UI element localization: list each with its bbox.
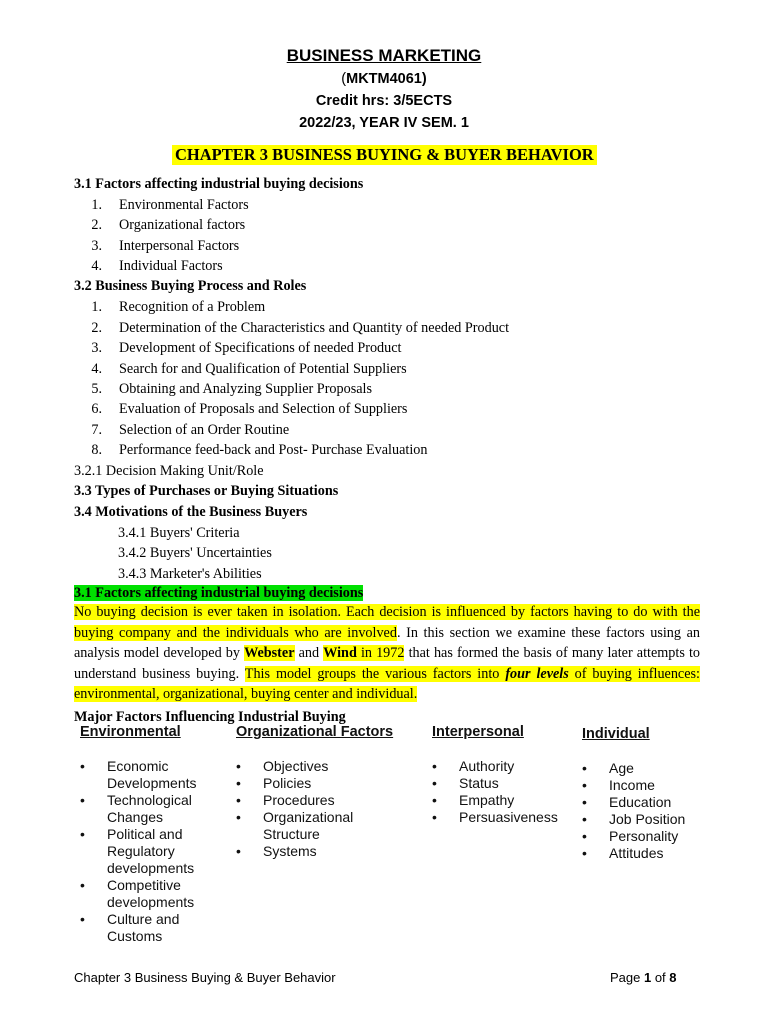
list-number: 1.	[91, 299, 102, 315]
list-text: Development of Specifications of needed Product	[119, 340, 402, 356]
column-organizational	[236, 724, 406, 860]
list-text: Performance feed-back and Post- Purchase Evaluation	[119, 442, 428, 458]
list-number: 4.	[91, 258, 102, 274]
section-heading	[74, 584, 363, 602]
list-text: Search for and Qualification of Potential Suppliers	[119, 361, 407, 377]
credit-hours	[0, 93, 768, 109]
column-interpersonal	[432, 724, 572, 826]
list-number: 4.	[91, 361, 102, 377]
column-individual	[582, 726, 712, 862]
outline-subsection: 3.4.2 Buyers' Uncertainties	[118, 545, 272, 561]
list-item: • Status	[432, 775, 572, 792]
list-number: 8.	[91, 442, 102, 458]
author-wind: Wind	[323, 645, 357, 662]
highlight-text: This model groups the various factors into	[244, 665, 506, 682]
column-heading: Organizational Factors	[236, 724, 394, 740]
column-environmental	[80, 724, 220, 945]
academic-year: 2022/23, YEAR IV SEM. 1	[299, 115, 469, 131]
column-heading: Individual	[582, 726, 650, 742]
body-text: that has formed the basis of many later attempts to understand business buying.	[74, 645, 700, 682]
list-item: • Organizational Structure	[236, 809, 383, 843]
page-label: Page	[610, 970, 644, 985]
list-item: • Competitive developments	[80, 877, 220, 911]
four-levels-text: four levels	[505, 665, 569, 682]
list-text: Interpersonal Factors	[119, 238, 240, 254]
list-number: 7.	[91, 422, 102, 438]
credit-value: : 3/5ECTS	[384, 93, 453, 109]
outline-section-3-2: 3.2 Business Buying Process and Roles	[74, 278, 307, 294]
highlight-text: No buying decision is ever taken in isolation. Each decision is influenced by factors having to do with the buying company and the individuals who are involved	[74, 604, 700, 641]
list-item: • Income	[582, 777, 712, 794]
list-text: Obtaining and Analyzing Supplier Proposals	[119, 381, 372, 397]
figure-title: Major Factors Influencing Industrial Buying	[74, 709, 346, 725]
outline-section-3-4: 3.4 Motivations of the Business Buyers	[74, 504, 308, 520]
body-text: . In this section we examine these factors using an analysis model developed by	[74, 624, 700, 662]
list-item: • Personality	[582, 828, 712, 845]
document-title: BUSINESS MARKETING	[286, 46, 482, 65]
list-item: • Age	[582, 760, 712, 777]
list-item: • Systems	[236, 843, 406, 860]
footer-chapter-title: Chapter 3 Business Buying & Buyer Behavior	[74, 970, 336, 985]
page-current: 1	[643, 970, 652, 985]
list-item: • Job Position	[582, 811, 712, 828]
outline-subsection: 3.4.3 Marketer's Abilities	[118, 566, 262, 582]
list-item: • Persuasiveness	[432, 809, 572, 826]
body-text: and	[294, 645, 324, 662]
list-number: 1.	[91, 197, 102, 213]
list-number: 2.	[91, 320, 102, 336]
list-item: • Education	[582, 794, 712, 811]
list-number: 6.	[91, 401, 102, 417]
list-item: • Political and Regulatory developments	[80, 826, 220, 877]
page-total: 8	[669, 970, 677, 985]
credit-label: Credit hrs	[315, 93, 385, 109]
column-heading: Environmental	[80, 724, 181, 740]
list-text: Environmental Factors	[119, 197, 249, 213]
list-text: Individual Factors	[119, 258, 223, 274]
course-code-value: MKTM4061)	[346, 71, 427, 87]
page-of: of	[651, 970, 670, 985]
chapter-heading: CHAPTER 3 BUSINESS BUYING & BUYER BEHAVIOR	[172, 145, 597, 165]
list-text: Organizational factors	[119, 217, 246, 233]
author-webster: Webster	[244, 645, 295, 662]
list-item: • Culture and Customs	[80, 911, 220, 945]
list-item: • Economic Developments	[80, 758, 220, 792]
list-item: • Attitudes	[582, 845, 712, 862]
list-text: Determination of the Characteristics and Quantity of needed Product	[119, 320, 510, 336]
page-number	[610, 970, 677, 985]
code-open-paren: (	[341, 71, 347, 87]
section-heading-text: 3.1 Factors affecting industrial buying decisions	[74, 585, 364, 601]
list-item: • Procedures	[236, 792, 406, 809]
list-number: 5.	[91, 381, 102, 397]
list-text: Recognition of a Problem	[119, 299, 266, 315]
list-item: • Objectives	[236, 758, 406, 775]
list-item: • Empathy	[432, 792, 572, 809]
list-item: • Authority	[432, 758, 572, 775]
list-item: • Policies	[236, 775, 406, 792]
list-item: • Technological Changes	[80, 792, 220, 826]
outline-section-3-1: 3.1 Factors affecting industrial buying decisions	[74, 176, 364, 192]
list-number: 3.	[91, 238, 102, 254]
list-text: Selection of an Order Routine	[119, 422, 290, 438]
list-number: 2.	[91, 217, 102, 233]
outline-section-3-3: 3.3 Types of Purchases or Buying Situations	[74, 483, 339, 499]
column-heading: Interpersonal	[432, 724, 524, 740]
intro-paragraph	[74, 602, 700, 705]
outline-section-3-2-1: 3.2.1 Decision Making Unit/Role	[74, 463, 264, 479]
year-text: in 1972	[356, 645, 405, 662]
list-text: Evaluation of Proposals and Selection of Suppliers	[119, 401, 408, 417]
list-number: 3.	[91, 340, 102, 356]
outline-subsection: 3.4.1 Buyers' Criteria	[118, 525, 240, 541]
course-code	[0, 71, 768, 87]
highlight-text: of buying influences: environmental, organizational, buying center and individual.	[74, 665, 700, 703]
